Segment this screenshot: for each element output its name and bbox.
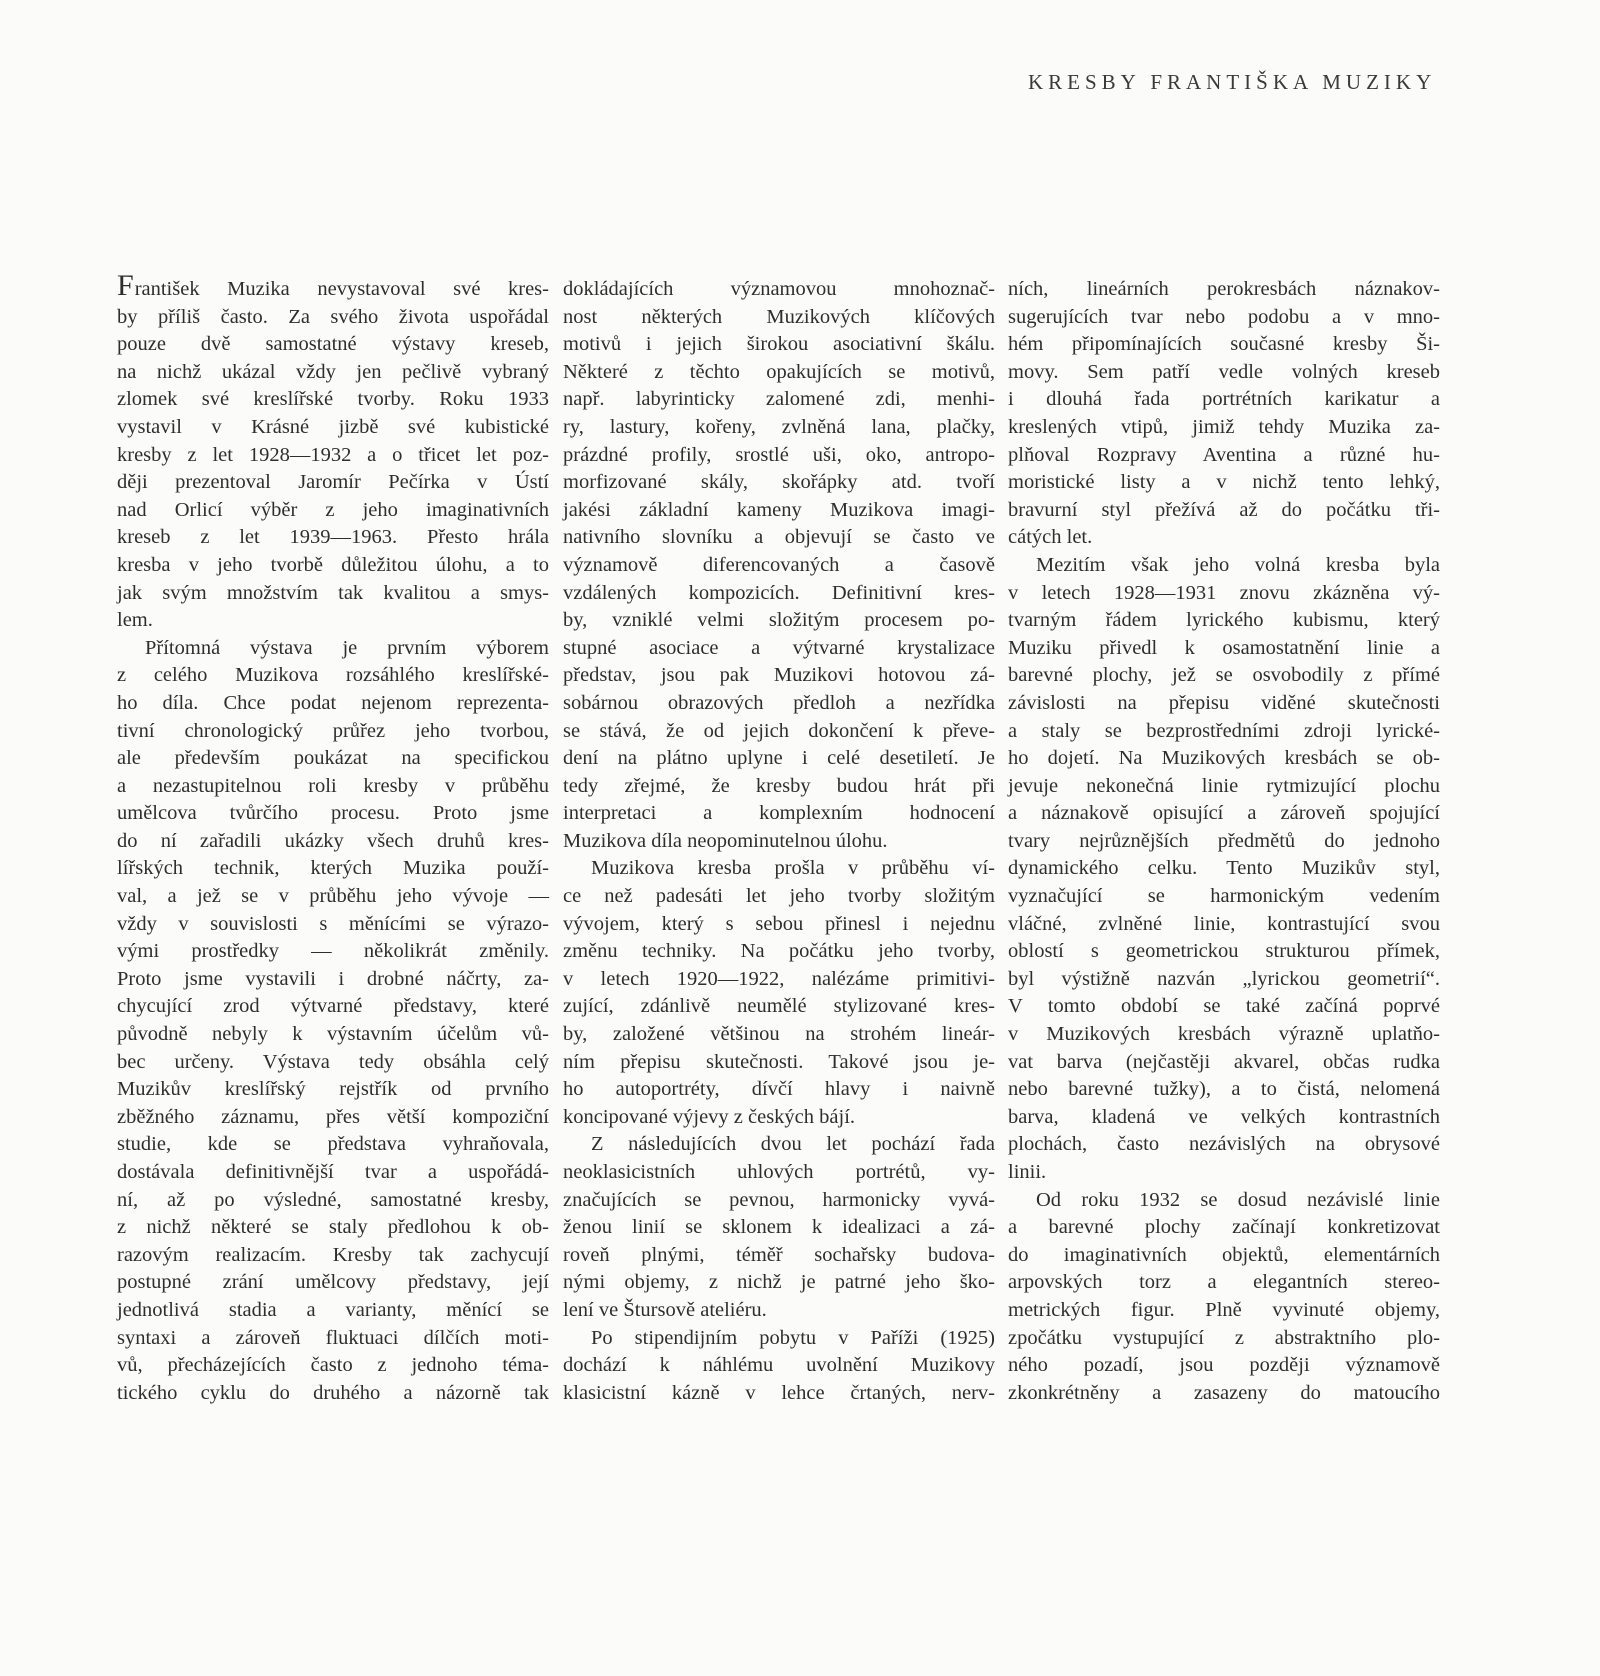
text-line xyxy=(1008,690,1440,718)
line-text: movy. Sem patří vedle volných kreseb xyxy=(1008,360,1440,383)
line-text: vystavil v Krásné jizbě své kubistické xyxy=(117,415,549,438)
text-line xyxy=(563,1242,995,1270)
line-text: ních, lineárních perokresbách náznakov- xyxy=(1008,278,1440,300)
text-line xyxy=(1008,1187,1440,1215)
text-line xyxy=(1008,993,1440,1021)
line-text: zlomek své kreslířské tvorby. Roku 1933 xyxy=(117,388,549,411)
line-text: chycující zrod výtvarné představy, které xyxy=(117,995,549,1018)
text-line xyxy=(563,1352,995,1380)
line-text: syntaxi a zároveň fluktuaci dílčích moti- xyxy=(117,1326,549,1349)
line-text: jak svým množstvím tak kvalitou a smys- xyxy=(117,581,549,604)
line-text: interpretaci a komplexním hodnocení xyxy=(563,802,995,825)
line-text: např. labyrinticky zalomené zdi, menhi- xyxy=(563,388,995,411)
line-text: se stává, že od jejich dokončení k převe- xyxy=(563,719,995,742)
line-text: a nezastupitelnou roli kresby v průběhu xyxy=(117,774,549,797)
line-text: do ní zařadili ukázky všech druhů kres- xyxy=(117,829,549,852)
text-line xyxy=(117,497,549,525)
line-text: bravurní styl přežívá až do počátku tři- xyxy=(1008,498,1440,521)
text-line xyxy=(117,1187,549,1215)
line-text: zkonkrétněny a zasazeny do matoucího xyxy=(1008,1381,1440,1404)
text-line xyxy=(117,524,549,552)
line-text: cátých let. xyxy=(1008,526,1093,549)
text-line xyxy=(117,718,549,746)
line-text: Po stipendijním pobytu v Paříži (1925) xyxy=(591,1326,995,1349)
line-text: a náznakově opisující a zároveň spojující xyxy=(1008,802,1440,825)
line-text: kresba v jeho tvorbě důležitou úlohu, a to xyxy=(117,553,549,576)
text-line xyxy=(117,1380,549,1408)
line-text: ho autoportréty, dívčí hlavy i naivně xyxy=(563,1078,995,1101)
line-text: Muzikova kresba prošla v průběhu ví- xyxy=(591,857,995,880)
line-text: tvarným řádem lyrického kubismu, který xyxy=(1008,609,1440,632)
text-line xyxy=(563,966,995,994)
text-line xyxy=(117,635,549,663)
text-line xyxy=(1008,331,1440,359)
text-line xyxy=(563,1159,995,1187)
text-line xyxy=(563,773,995,801)
line-text: prázdné profily, srostlé uši, oko, antropo- xyxy=(563,443,995,466)
text-line xyxy=(117,442,549,470)
text-line xyxy=(1008,607,1440,635)
line-text: vů, přecházejících často z jednoho téma- xyxy=(117,1354,549,1377)
line-text: Z následujících dvou let pochází řada xyxy=(591,1133,995,1156)
text-line xyxy=(563,800,995,828)
text-line xyxy=(1008,883,1440,911)
text-line xyxy=(1008,800,1440,828)
text-line xyxy=(117,414,549,442)
line-text: plňoval Rozpravy Aventina a různé hu- xyxy=(1008,443,1440,466)
text-line xyxy=(117,1021,549,1049)
line-text: morfizované skály, skořápky atd. tvoří xyxy=(563,471,995,494)
line-text: dení na plátno uplyne i celé desetiletí. Je xyxy=(563,747,995,770)
line-text: ženou linií se sklonem k idealizaci a zá- xyxy=(563,1216,995,1239)
text-line xyxy=(117,607,549,635)
text-line xyxy=(117,1214,549,1242)
line-text: moristické listy a v nichž tento lehký, xyxy=(1008,471,1440,494)
line-text: klasicistní kázně v lehce črtaných, nerv- xyxy=(563,1381,995,1404)
text-line xyxy=(117,966,549,994)
text-line xyxy=(117,1049,549,1077)
text-line xyxy=(1008,1352,1440,1380)
text-line xyxy=(117,552,549,580)
line-text: vými prostředky — několikrát změnily. xyxy=(117,940,549,963)
line-text: dynamického celku. Tento Muzikův styl, xyxy=(1008,857,1440,880)
line-text: z celého Muzikova rozsáhlého kreslířské- xyxy=(117,664,549,687)
line-text: a barevné plochy začínají konkretizovat xyxy=(1008,1216,1440,1239)
line-text: ho díla. Chce podat nejenom reprezenta- xyxy=(117,691,549,714)
text-line xyxy=(563,580,995,608)
text-line xyxy=(563,331,995,359)
text-line xyxy=(563,1021,995,1049)
line-text: Muziku přivedl k osamostatnění linie a xyxy=(1008,636,1440,659)
line-text: lení ve Štursově ateliéru. xyxy=(563,1298,767,1321)
line-text: V tomto období se také začíná poprvé xyxy=(1008,995,1440,1018)
text-line xyxy=(117,1076,549,1104)
line-text: i dlouhá řada portrétních karikatur a xyxy=(1008,388,1440,411)
line-text: barva, kladená ve velkých kontrastních xyxy=(1008,1105,1440,1128)
text-line xyxy=(563,1104,995,1132)
text-line xyxy=(563,662,995,690)
text-line xyxy=(563,883,995,911)
line-text: Proto jsme vystavili i drobné náčrty, za- xyxy=(117,967,549,990)
text-line xyxy=(1008,1242,1440,1270)
text-line xyxy=(1008,524,1440,552)
line-text: Od roku 1932 se dosud nezávislé linie xyxy=(1036,1188,1440,1211)
line-text: ho dojetí. Na Muzikových kresbách se ob- xyxy=(1008,747,1440,770)
text-line xyxy=(563,1380,995,1408)
drop-cap: F xyxy=(117,269,134,302)
text-line xyxy=(1008,718,1440,746)
text-line xyxy=(117,304,549,332)
text-line xyxy=(1008,359,1440,387)
text-column-3 xyxy=(1008,276,1440,1407)
line-text: vzdálených kompozicích. Definitivní kres- xyxy=(563,581,995,604)
text-line xyxy=(117,1269,549,1297)
line-text: oblostí s geometrickou strukturou přímek, xyxy=(1008,940,1440,963)
line-text: Přítomná výstava je prvním výborem xyxy=(145,636,549,659)
text-line xyxy=(1008,1214,1440,1242)
text-line xyxy=(563,1049,995,1077)
text-line xyxy=(563,524,995,552)
line-text: nad Orlicí výběr z jeho imaginativních xyxy=(117,498,549,521)
text-line xyxy=(117,1242,549,1270)
text-line xyxy=(563,442,995,470)
line-text: studie, kde se představa vyhraňovala, xyxy=(117,1133,549,1156)
line-text: linii. xyxy=(1008,1161,1047,1183)
text-line xyxy=(1008,1131,1440,1159)
text-line xyxy=(1008,1159,1440,1187)
text-line xyxy=(563,718,995,746)
text-line xyxy=(117,1104,549,1132)
text-line xyxy=(1008,773,1440,801)
line-text: jakési základní kameny Muzikova imagi- xyxy=(563,498,995,521)
text-line xyxy=(1008,828,1440,856)
text-line xyxy=(117,1159,549,1187)
text-line xyxy=(1008,469,1440,497)
text-line xyxy=(1008,911,1440,939)
line-text: motivů i jejich širokou asociativní škálu. xyxy=(563,333,995,356)
line-text: ní, až po výsledné, samostatné kresby, xyxy=(117,1188,549,1211)
text-line xyxy=(563,1076,995,1104)
line-text: významově diferencovaných a časově xyxy=(563,553,995,576)
line-text: stupné asociace a výtvarné krystalizace xyxy=(563,636,995,659)
text-line xyxy=(1008,1049,1440,1077)
text-line xyxy=(1008,552,1440,580)
line-text: závislosti na přepisu viděné skutečnosti xyxy=(1008,691,1440,714)
text-line xyxy=(563,1325,995,1353)
line-text: neoklasicistních uhlových portrétů, vy- xyxy=(563,1161,995,1183)
line-text: sobárnou obrazových předloh a nezřídka xyxy=(563,691,995,714)
text-line xyxy=(1008,442,1440,470)
text-line xyxy=(117,269,549,304)
text-line xyxy=(117,690,549,718)
line-text: ného pozadí, jsou později významově xyxy=(1008,1354,1440,1377)
text-line xyxy=(117,1325,549,1353)
text-line xyxy=(563,855,995,883)
line-text: nebo barevné tužky), a to čistá, nelomená xyxy=(1008,1078,1440,1101)
text-line xyxy=(563,828,995,856)
line-text: vývojem, který s sebou přinesl i nejednu xyxy=(563,912,995,935)
text-column-1 xyxy=(117,269,549,1407)
line-text: vláčné, zvlněné linie, kontrastující svou xyxy=(1008,912,1440,935)
line-text: kresby z let 1928—1932 a o třicet let poz- xyxy=(117,443,549,466)
line-text: lířských technik, kterých Muzika použí- xyxy=(117,857,549,880)
text-line xyxy=(563,911,995,939)
text-line xyxy=(1008,1021,1440,1049)
text-line xyxy=(563,304,995,332)
line-text: Některé z těchto opakujících se motivů, xyxy=(563,360,995,383)
text-line xyxy=(1008,662,1440,690)
text-line xyxy=(117,386,549,414)
line-text: na nichž ukázal vždy jen pečlivě vybraný xyxy=(117,360,549,383)
text-line xyxy=(117,359,549,387)
text-line xyxy=(1008,580,1440,608)
text-line xyxy=(117,911,549,939)
line-text: postupné zrání umělcovy představy, její xyxy=(117,1271,549,1294)
text-line xyxy=(1008,966,1440,994)
text-line xyxy=(117,800,549,828)
line-text: by, založené většinou na strohém lineár- xyxy=(563,1023,995,1046)
text-line xyxy=(563,276,995,304)
text-line xyxy=(563,1214,995,1242)
text-line xyxy=(563,938,995,966)
text-line xyxy=(563,1297,995,1325)
line-text: nými objemy, z nichž je patrné jeho ško- xyxy=(563,1271,995,1294)
text-line xyxy=(1008,1297,1440,1325)
text-line xyxy=(1008,386,1440,414)
line-text: tického cyklu do druhého a názorně tak xyxy=(117,1381,549,1404)
line-text: dokládajících významovou mnohoznač- xyxy=(563,278,995,300)
line-text: jevuje nekonečná linie rytmizující plochu xyxy=(1008,774,1440,797)
text-line xyxy=(563,1187,995,1215)
line-text: metrických figur. Plně vyvinuté objemy, xyxy=(1008,1298,1440,1321)
text-line xyxy=(117,580,549,608)
line-text: zující, zdánlivě neumělé stylizované kres- xyxy=(563,995,995,1018)
line-text: a staly se bezprostředními zdroji lyrické- xyxy=(1008,719,1440,742)
text-line xyxy=(117,883,549,911)
text-line xyxy=(563,414,995,442)
text-line xyxy=(1008,1104,1440,1132)
line-text: val, a jež se v průběhu jeho vývoje — xyxy=(117,885,549,908)
text-line xyxy=(563,1131,995,1159)
line-text: bec určeny. Výstava tedy obsáhla celý xyxy=(117,1050,549,1073)
line-text: do imaginativních objektů, elementárních xyxy=(1008,1243,1440,1266)
line-text: změnu techniky. Na počátku jeho tvorby, xyxy=(563,940,995,963)
line-text: pouze dvě samostatné výstavy kreseb, xyxy=(117,333,549,356)
text-line xyxy=(117,938,549,966)
line-text: kreseb z let 1939—1963. Přesto hrála xyxy=(117,526,549,549)
text-line xyxy=(1008,414,1440,442)
text-line xyxy=(563,552,995,580)
line-text: ději prezentoval Jaromír Pečírka v Ústí xyxy=(117,471,549,494)
line-text: by příliš často. Za svého života uspořádal xyxy=(117,305,549,328)
line-text: v letech 1928—1931 znovu zkázněna vý- xyxy=(1008,581,1440,604)
line-text: sugerujících tvar nebo podobu a v mno- xyxy=(1008,305,1440,328)
line-text: tivní chronologický průřez jeho tvorbou, xyxy=(117,719,549,742)
text-line xyxy=(117,855,549,883)
text-line xyxy=(1008,855,1440,883)
line-text: razovým realizacím. Kresby tak zachycují xyxy=(117,1243,549,1266)
text-line xyxy=(117,1131,549,1159)
line-text: původně nebyly k výstavním účelům vů- xyxy=(117,1023,549,1046)
line-text: rantišek Muzika nevystavoval své kres- xyxy=(134,278,549,300)
line-text: Mezitím však jeho volná kresba byla xyxy=(1036,553,1440,576)
line-text: hém připomínajících současné kresby Ši- xyxy=(1008,333,1440,356)
line-text: v letech 1920—1922, nalézáme primitivi- xyxy=(563,967,995,990)
text-line xyxy=(117,745,549,773)
line-text: nativního slovníku a objevují se často ve xyxy=(563,526,995,549)
line-text: plochách, často nezávislých na obrysové xyxy=(1008,1133,1440,1156)
text-line xyxy=(1008,745,1440,773)
line-text: Muzikova díla neopominutelnou úlohu. xyxy=(563,829,888,852)
text-line xyxy=(117,828,549,856)
line-text: kreslených vtipů, jimiž tehdy Muzika za- xyxy=(1008,415,1440,438)
text-line xyxy=(563,359,995,387)
text-line xyxy=(563,497,995,525)
line-text: zběžného záznamu, přes větší kompoziční xyxy=(117,1105,549,1128)
line-text: vždy v souvislosti s měnícími se výrazo- xyxy=(117,912,549,935)
text-line xyxy=(1008,276,1440,304)
line-text: ale především poukázat na specifickou xyxy=(117,747,549,770)
text-line xyxy=(563,469,995,497)
text-line xyxy=(563,1269,995,1297)
line-text: vyznačující se harmonickým vedením xyxy=(1008,885,1440,908)
text-line xyxy=(117,773,549,801)
line-text: jednotlivá stadia a varianty, měnící se xyxy=(117,1298,549,1321)
text-line xyxy=(117,1352,549,1380)
line-text: dostávala definitivnější tvar a uspořádá- xyxy=(117,1161,549,1183)
text-line xyxy=(563,690,995,718)
line-text: ce než padesáti let jeho tvorby složitým xyxy=(563,885,995,908)
text-line xyxy=(1008,1269,1440,1297)
line-text: Muzikův kreslířský rejstřík od prvního xyxy=(117,1078,549,1101)
text-line xyxy=(117,331,549,359)
text-line xyxy=(117,662,549,690)
line-text: ry, lastury, kořeny, zvlněná lana, plačky, xyxy=(563,415,995,438)
line-text: byl výstižně nazván „lyrickou geometrií“. xyxy=(1008,967,1440,990)
text-line xyxy=(563,607,995,635)
line-text: arpovských torz a elegantních stereo- xyxy=(1008,1271,1440,1294)
text-line xyxy=(563,386,995,414)
line-text: představ, jsou pak Muzikovi hotovou zá- xyxy=(563,664,995,687)
line-text: nost některých Muzikových klíčových xyxy=(563,305,995,328)
line-text: lem. xyxy=(117,609,153,632)
line-text: barevné plochy, jež se osvobodily z přímé xyxy=(1008,664,1440,687)
line-text: značujících se pevnou, harmonicky vyvá- xyxy=(563,1188,995,1211)
text-line xyxy=(117,1297,549,1325)
line-text: umělcova tvůrčího procesu. Proto jsme xyxy=(117,802,549,825)
line-text: ním přepisu skutečnosti. Takové jsou je- xyxy=(563,1050,995,1073)
line-text: by, vzniklé velmi složitým procesem po- xyxy=(563,609,995,632)
text-line xyxy=(1008,938,1440,966)
text-column-2 xyxy=(563,276,995,1407)
text-line xyxy=(563,635,995,663)
line-text: tvary nejrůznějších předmětů do jednoho xyxy=(1008,829,1440,852)
line-text: koncipované výjevy z českých bájí. xyxy=(563,1105,856,1128)
running-title: KRESBY FRANTIŠKA MUZIKY xyxy=(1028,70,1437,94)
text-line xyxy=(1008,1076,1440,1104)
line-text: zpočátku vystupující z abstraktního plo- xyxy=(1008,1326,1440,1349)
line-text: z nichž některé se staly předlohou k ob- xyxy=(117,1216,549,1239)
text-line xyxy=(1008,1380,1440,1408)
line-text: tedy zřejmé, že kresby budou hrát při xyxy=(563,774,995,797)
text-line xyxy=(563,993,995,1021)
text-line xyxy=(1008,497,1440,525)
text-line xyxy=(563,745,995,773)
text-line xyxy=(1008,304,1440,332)
text-line xyxy=(1008,635,1440,663)
line-text: v Muzikových kresbách výrazně uplatňo- xyxy=(1008,1023,1440,1046)
text-line xyxy=(117,469,549,497)
text-line xyxy=(1008,1325,1440,1353)
text-line xyxy=(117,993,549,1021)
line-text: dochází k náhlému uvolnění Muzikovy xyxy=(563,1354,995,1377)
line-text: roveň plnými, téměř sochařsky budova- xyxy=(563,1243,995,1266)
line-text: vat barva (nejčastěji akvarel, občas rudka xyxy=(1008,1050,1440,1073)
